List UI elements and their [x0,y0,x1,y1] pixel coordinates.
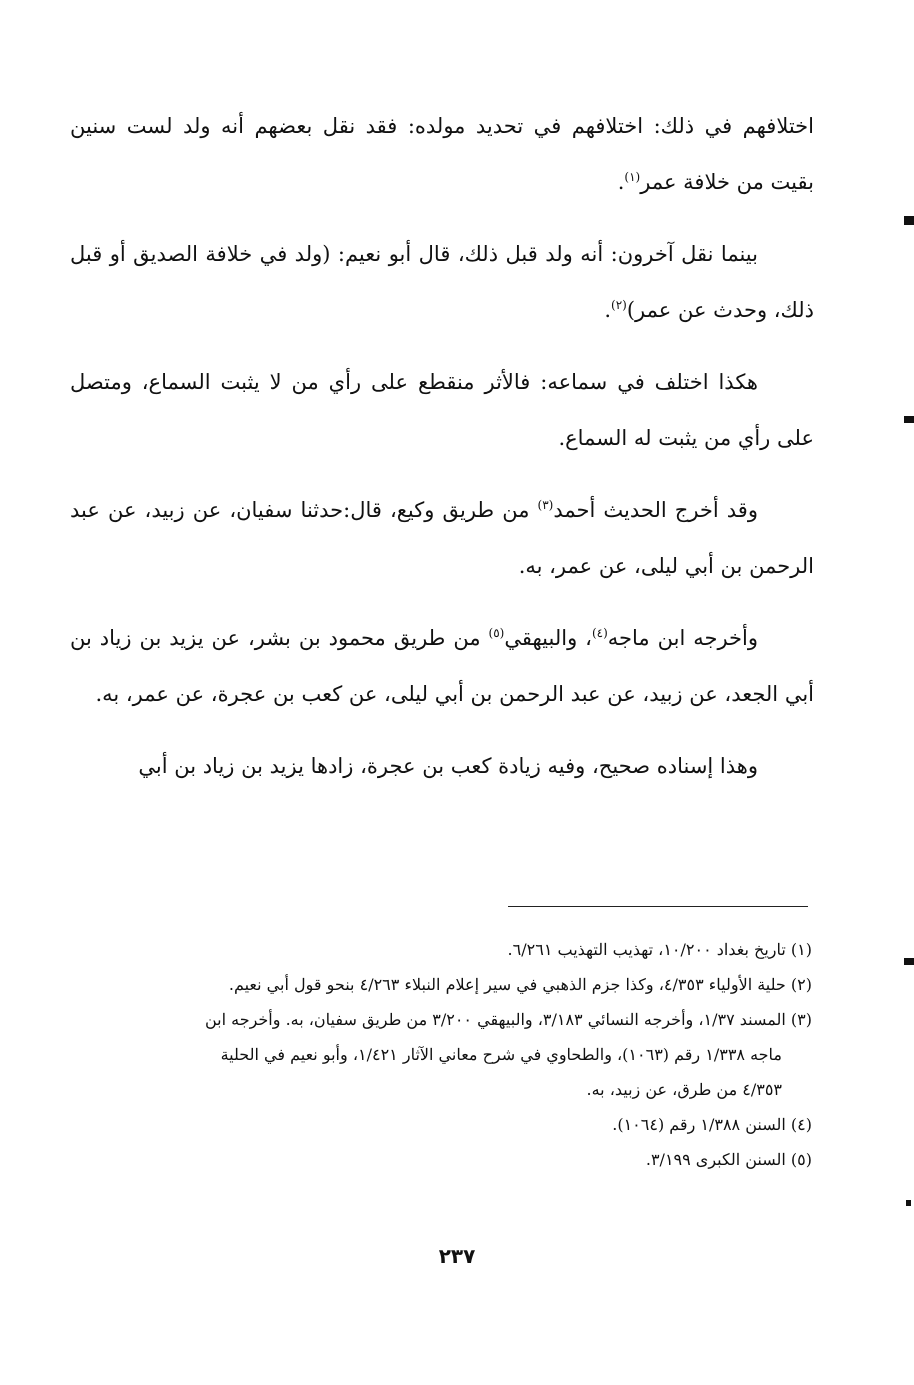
footnote-2: (٢) حلية الأولياء ٤/٣٥٣، وكذا جزم الذهبي في سير إعلام النبلاء ٤/٢٦٣ بنحو قول أبي نعيم. [228,975,812,994]
page-number: ٢٣٧ [438,1244,476,1268]
footnote-reference: (٤) [591,626,608,640]
paragraph-6: وهذا إسناده صحيح، وفيه زيادة كعب بن عجرة، زادها يزيد بن زياد بن أبي [138,754,758,778]
footnote-3: (٣) المسند ١/٣٧، وأخرجه النسائي ٣/١٨٣، والبيهقي ٣/٢٠٠ من طريق سفيان، به. وأخرجه ابن [204,1010,812,1029]
footnote-5: (٥) السنن الكبرى ٣/١٩٩. [645,1150,812,1169]
scan-edge-mark [904,958,914,965]
paragraph-1: اختلافهم في ذلك: اختلافهم في تحديد مولده: فقد نقل بعضهم أنه ولد لست سنين بقيت من خلافة عمر$^{(١)}$. [70,114,814,194]
footnote-reference: (٢) [611,298,627,312]
scan-edge-mark [904,216,914,225]
paragraph-4: وقد أخرج الحديث أحمد$^{(٣)}$ من طريق وكيع، قال:حدثنا سفيان، عن زبيد، عن عبد الرحمن بن أبي ليلى، عن عمر، به. [70,498,814,578]
footnote-reference: (١) [624,170,641,184]
footnote-4: (٤) السنن ١/٣٨٨ رقم (١٠٦٤). [612,1115,812,1134]
footnote-reference: (٣) [537,498,554,512]
footnote-3-end: ٤/٣٥٣ من طرق، عن زبيد، به. [586,1080,782,1099]
footnote-3-continued: ماجه ١/٣٣٨ رقم (١٠٦٣)، والطحاوي في شرح معاني الآثار ١/٤٢١، وأبو نعيم في الحلية [220,1045,782,1064]
footnote-1: (١) تاريخ بغداد ١٠/٢٠٠، تهذيب التهذيب ٦/٢٦١. [507,940,812,959]
footnote-reference: (٥) [488,626,505,640]
paragraph-5: وأخرجه ابن ماجه$^{(٤)}$، والبيهقي$^{(٥)}$ من طريق محمود بن بشر، عن يزيد بن زياد بن أبي الجعد، عن زبيد، عن عبد الرحمن بن أبي ليلى، عن كعب بن عجرة، عن عمر، به. [70,626,814,706]
scan-edge-mark [904,416,914,423]
scan-edge-mark [906,1200,911,1206]
main-text [70,98,814,810]
footnotes [70,932,812,1177]
paragraph-2: بينما نقل آخرون: أنه ولد قبل ذلك، قال أبو نعيم: (ولد في خلافة الصديق أو قبل ذلك، وحدث عن عمر)$^{(٢)}$. [70,242,814,322]
footnote-separator [508,906,808,907]
paragraph-3: هكذا اختلف في سماعه: فالأثر منقطع على رأي من لا يثبت السماع، ومتصل على رأي من يثبت له السماع. [70,370,814,450]
